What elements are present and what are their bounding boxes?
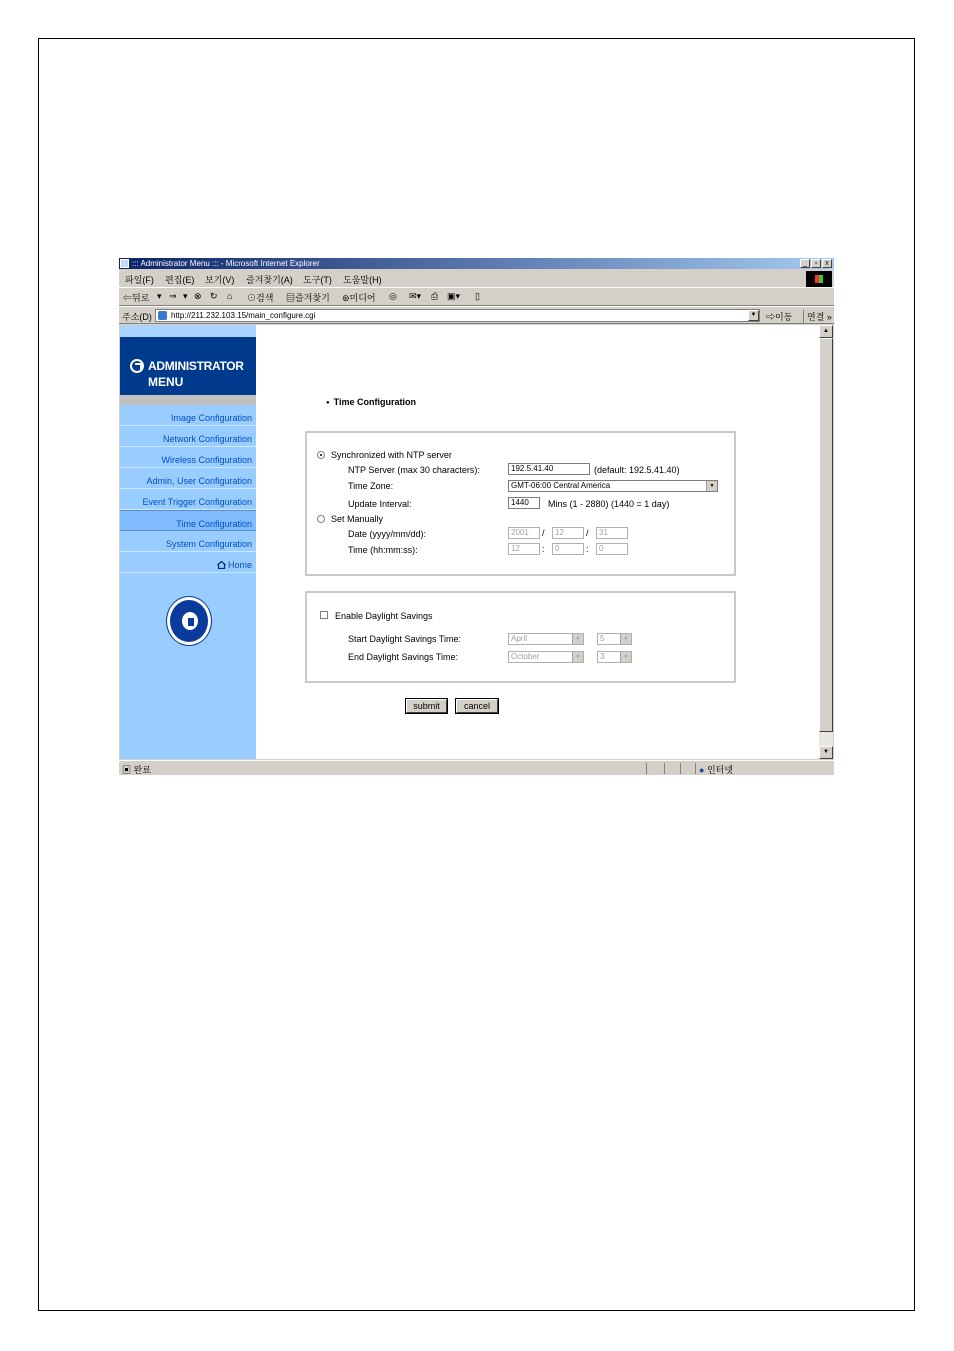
- manual-radio[interactable]: [317, 515, 325, 523]
- search-button[interactable]: [247, 291, 273, 304]
- time-second-input[interactable]: 0: [596, 543, 628, 555]
- timezone-label: Time Zone:: [348, 481, 394, 491]
- vertical-scrollbar[interactable]: [819, 325, 833, 759]
- page-icon: [158, 311, 167, 320]
- status-divider: [664, 763, 665, 774]
- arrow-circle-icon: [130, 359, 144, 373]
- dst-end-month-value: October: [511, 652, 540, 661]
- date-day-input[interactable]: 31: [596, 527, 628, 539]
- ntp-radio-label: Synchronized with NTP server: [331, 450, 452, 460]
- dst-checkbox-label: Enable Daylight Savings: [335, 611, 433, 621]
- menu-edit[interactable]: 편집(E): [165, 275, 195, 285]
- address-bar: [119, 306, 834, 324]
- title-bar: [119, 258, 834, 269]
- time-minute-input[interactable]: 0: [552, 543, 584, 555]
- status-bar: [119, 760, 834, 775]
- sidebar-item-wireless[interactable]: Wireless Configuration: [120, 447, 256, 468]
- window-controls: [800, 259, 832, 268]
- sidebar-item-time[interactable]: Time Configuration: [120, 510, 256, 531]
- page-content: [120, 325, 819, 759]
- time-config-box: [305, 431, 736, 576]
- address-input[interactable]: [155, 309, 760, 322]
- interval-input[interactable]: 1440: [508, 497, 540, 509]
- address-url: http://211.232.103.15/main_configure.cgi: [171, 311, 316, 320]
- dst-start-day-value: 5: [600, 634, 605, 643]
- manual-radio-label: Set Manually: [331, 514, 384, 524]
- interval-hint: Mins (1 - 2880) (1440 = 1 day): [548, 499, 670, 509]
- globe-icon: ●: [699, 765, 705, 775]
- maximize-button[interactable]: ▫: [811, 259, 821, 268]
- forward-button[interactable]: ⇒: [169, 291, 177, 301]
- address-label: 주소(D): [122, 312, 152, 322]
- menu-view[interactable]: 보기(V): [205, 275, 235, 285]
- date-year-input[interactable]: 2001: [508, 527, 540, 539]
- timezone-value: GMT-06:00 Central America: [511, 481, 611, 490]
- media-label: 미디어: [349, 293, 376, 303]
- ie-icon: [120, 259, 129, 268]
- date-separator: /: [542, 528, 545, 538]
- sidebar-item-network[interactable]: Network Configuration: [120, 426, 256, 447]
- menu-file[interactable]: 파일(F): [125, 275, 154, 285]
- ntp-radio[interactable]: [317, 451, 325, 459]
- toolbar: [119, 287, 834, 306]
- menu-favorites[interactable]: 즐겨찾기(A): [246, 275, 293, 285]
- admin-title-line2: MENU: [148, 375, 184, 389]
- admin-menu-header: [120, 337, 256, 395]
- search-label: 검색: [256, 293, 274, 303]
- sidebar: [120, 325, 256, 759]
- dst-start-month-value: April: [511, 634, 528, 643]
- sidebar-item-admin-user[interactable]: Admin, User Configuration: [120, 468, 256, 489]
- status-text: [122, 763, 151, 775]
- menu-bar: [119, 270, 834, 287]
- date-label: Date (yyyy/mm/dd):: [348, 529, 427, 539]
- chevron-down-icon: ▼: [620, 652, 631, 662]
- minimize-button[interactable]: _: [800, 259, 810, 268]
- back-dropdown-icon[interactable]: ▾: [157, 291, 162, 301]
- home-icon: [217, 561, 226, 569]
- status-divider: [695, 763, 696, 774]
- forward-dropdown-icon[interactable]: ▾: [183, 291, 188, 301]
- status-divider: [646, 763, 647, 774]
- back-button[interactable]: ⇐뒤로: [123, 293, 150, 303]
- close-button[interactable]: x: [822, 259, 832, 268]
- refresh-icon[interactable]: ↻: [210, 291, 218, 301]
- dst-end-label: End Daylight Savings Time:: [348, 652, 459, 662]
- favorites-icon: ▤: [286, 293, 296, 303]
- go-label: 이동: [775, 312, 793, 322]
- menu-help[interactable]: 도움말(H): [343, 275, 382, 285]
- scroll-thumb[interactable]: [819, 338, 833, 732]
- time-separator: :: [542, 544, 545, 554]
- dst-start-label: Start Daylight Savings Time:: [348, 634, 462, 644]
- home-label: Home: [227, 560, 252, 570]
- discuss-icon[interactable]: ▯: [475, 291, 480, 301]
- chevron-down-icon: ▼: [572, 634, 583, 644]
- go-button[interactable]: [766, 310, 792, 323]
- dst-end-day-value: 3: [600, 652, 605, 661]
- dst-end-day-select[interactable]: [597, 651, 632, 663]
- cancel-button[interactable]: cancel: [456, 699, 498, 713]
- sidebar-item-home[interactable]: [120, 552, 256, 573]
- page-done-icon: ▣: [122, 765, 132, 775]
- chevron-down-icon: ▼: [620, 634, 631, 644]
- status-divider: [680, 763, 681, 774]
- history-icon[interactable]: ◎: [389, 291, 397, 301]
- status-label: 완료: [133, 765, 151, 775]
- sidebar-top-strip: [120, 325, 256, 337]
- windows-logo-icon: [806, 271, 832, 287]
- sidebar-item-image[interactable]: Image Configuration: [120, 405, 256, 426]
- ntp-server-label: NTP Server (max 30 characters):: [348, 465, 480, 475]
- date-separator: /: [586, 528, 589, 538]
- scroll-down-icon[interactable]: ▼: [819, 746, 833, 759]
- edit-icon[interactable]: ▣▾: [447, 291, 461, 301]
- sidebar-item-system[interactable]: System Configuration: [120, 531, 256, 552]
- dst-box: [305, 591, 736, 683]
- chevron-down-icon: ▼: [572, 652, 583, 662]
- dst-start-month-select[interactable]: [508, 633, 584, 645]
- stop-icon[interactable]: ⊗: [194, 291, 202, 301]
- time-hour-input[interactable]: 12: [508, 543, 540, 555]
- zone-label: 인터넷: [706, 765, 734, 775]
- mail-icon[interactable]: ✉▾: [409, 291, 422, 301]
- favorites-label: 즐겨찾기: [295, 293, 330, 303]
- sidebar-divider: [120, 395, 256, 405]
- window-title: ::: Administrator Menu ::: - Microsoft Internet Explorer: [132, 259, 320, 268]
- media-icon: ⊛: [342, 293, 350, 303]
- ntp-server-input[interactable]: 192.5.41.40: [508, 463, 590, 475]
- search-icon: ⊙: [247, 293, 257, 303]
- print-icon[interactable]: ⎙: [431, 291, 439, 301]
- section-title: ● Time Configuration: [326, 397, 416, 407]
- dst-end-month-select[interactable]: [508, 651, 584, 663]
- go-arrow-icon: ⇨: [766, 312, 776, 322]
- scroll-up-icon[interactable]: ▲: [819, 325, 833, 338]
- ntp-server-default: (default: 192.5.41.40): [594, 465, 680, 475]
- interval-label: Update Interval:: [348, 499, 412, 509]
- dst-checkbox[interactable]: [320, 611, 328, 619]
- admin-title-line1: ADMINISTRATOR: [148, 359, 244, 373]
- submit-button[interactable]: submit: [406, 699, 447, 713]
- menu-tools[interactable]: 도구(T): [303, 275, 332, 285]
- date-month-input[interactable]: 12: [552, 527, 584, 539]
- address-dropdown-icon[interactable]: ▼: [748, 310, 759, 321]
- browser-window: [119, 258, 834, 775]
- favorites-button[interactable]: [286, 291, 330, 304]
- sidebar-item-event-trigger[interactable]: Event Trigger Configuration: [120, 489, 256, 510]
- links-button[interactable]: 연결 »: [803, 310, 832, 323]
- dst-start-day-select[interactable]: [597, 633, 632, 645]
- time-label: Time (hh:mm:ss):: [348, 545, 418, 555]
- company-logo-icon: [167, 597, 211, 645]
- media-button[interactable]: [342, 291, 376, 304]
- time-separator: :: [586, 544, 589, 554]
- timezone-select[interactable]: [508, 480, 718, 492]
- chevron-down-icon: ▼: [706, 481, 717, 491]
- home-icon[interactable]: ⌂: [227, 291, 233, 301]
- internet-zone: [699, 763, 733, 775]
